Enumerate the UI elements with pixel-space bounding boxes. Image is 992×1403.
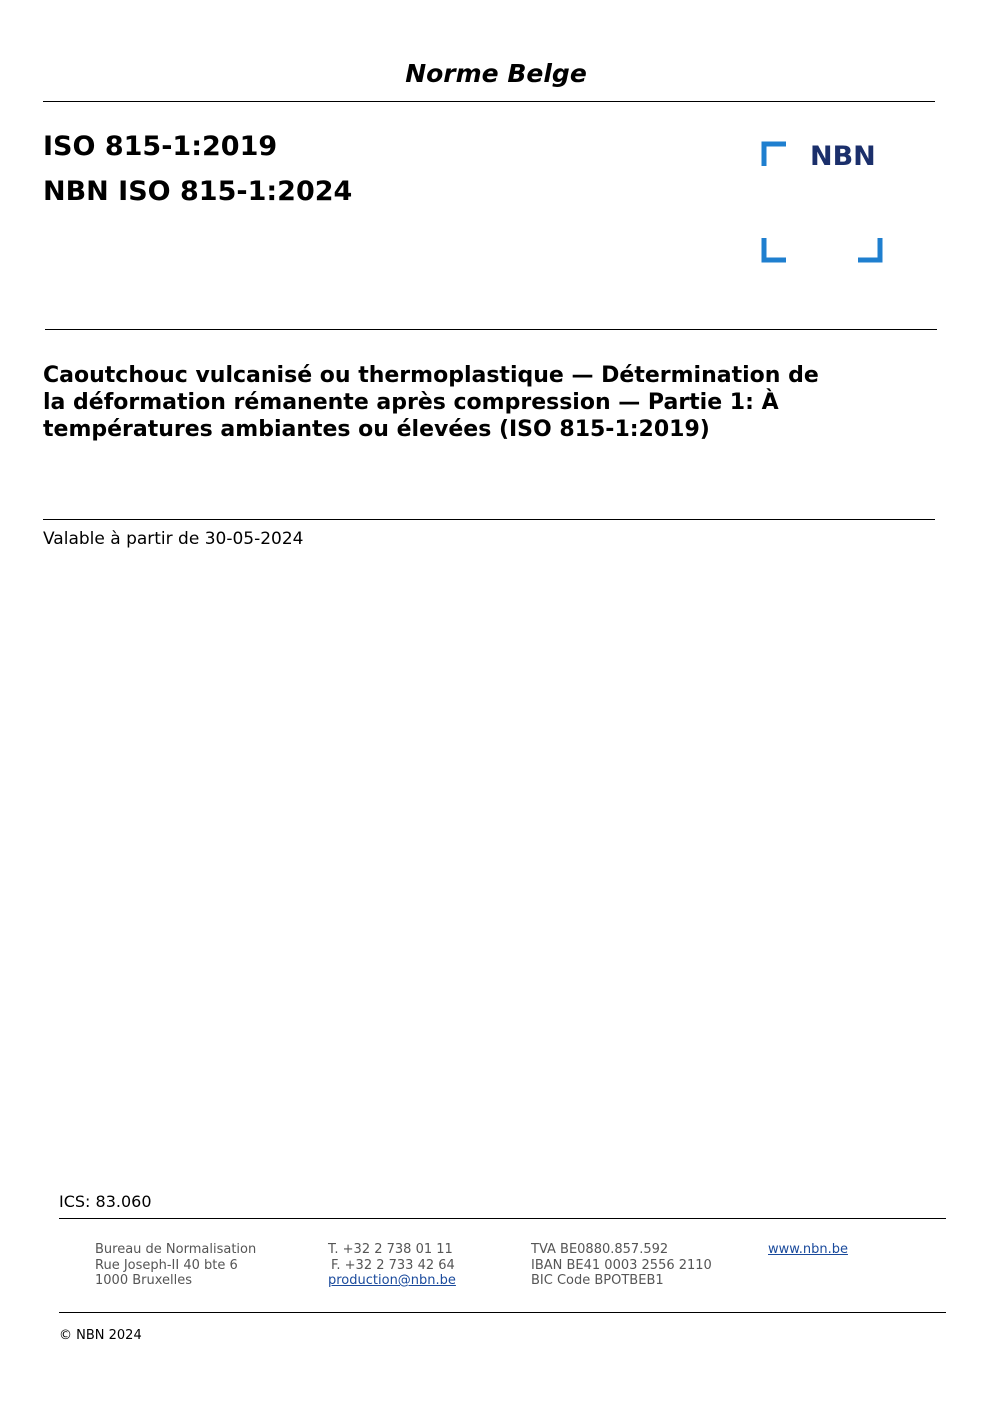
fax-number: F. +32 2 733 42 64 [331, 1257, 455, 1273]
title-top-divider [45, 329, 937, 330]
validity-date: Valable à partir de 30-05-2024 [43, 529, 304, 549]
ics-code: ICS: 83.060 [59, 1192, 152, 1211]
address-line: Bureau de Normalisation [95, 1242, 257, 1257]
footer-address [95, 1242, 256, 1289]
title-line: Caoutchouc vulcanisé ou thermoplastique — Détermination de [43, 363, 819, 388]
address-line: 1000 Bruxelles [95, 1273, 193, 1288]
logo-corner-bottom-left [764, 238, 786, 260]
logo-text: NBN [810, 141, 876, 172]
logo-corner-top-left [764, 144, 786, 166]
footer-website [768, 1242, 848, 1258]
iso-standard-id: ISO 815-1:2019 [43, 131, 278, 162]
copyright-notice: © NBN 2024 [59, 1328, 142, 1343]
website-link[interactable]: www.nbn.be [768, 1242, 848, 1257]
nbn-logo [760, 140, 888, 266]
bic-code: BIC Code BPOTBEB1 [531, 1273, 664, 1288]
nbn-standard-id: NBN ISO 815-1:2024 [43, 176, 353, 207]
footer-bank-details [531, 1242, 712, 1289]
footer-top-divider [59, 1218, 946, 1219]
email-link[interactable]: production@nbn.be [328, 1273, 456, 1288]
title-bottom-divider [43, 519, 935, 520]
header-divider [43, 101, 935, 102]
vat-number: TVA BE0880.857.592 [531, 1242, 669, 1257]
logo-corner-bottom-right [858, 238, 880, 260]
title-line: températures ambiantes ou élevées (ISO 815-1:2019) [43, 417, 710, 442]
footer-bottom-divider [59, 1312, 946, 1313]
iban-number: IBAN BE41 0003 2556 2110 [531, 1257, 712, 1273]
address-line: Rue Joseph-II 40 bte 6 [95, 1257, 238, 1273]
phone-number: T. +32 2 738 01 11 [328, 1242, 453, 1257]
document-title [43, 362, 923, 443]
title-line: la déformation rémanente après compression — Partie 1: À [43, 390, 779, 415]
header-title: Norme Belge [405, 59, 587, 88]
footer-contact [328, 1242, 456, 1289]
